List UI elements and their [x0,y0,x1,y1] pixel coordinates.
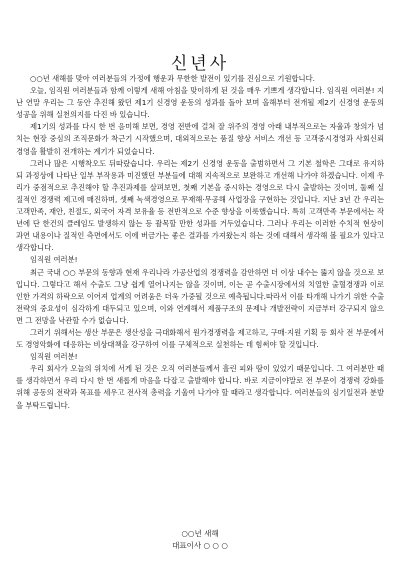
paragraph: 그러기 위해서는 생산 부문은 생산성을 극대화해서 원가경쟁력을 제고하고, 구매·지원 기획 등 회사 전 부문에서도 경영악화에 대응하는 비상대책을 강구하여 이를 구체적으로 실천하는 데 힘써야 할 것입니다. [16,327,384,350]
paragraph: 우리 회사가 오늘의 위치에 서게 된 것은 오직 여러분들께서 흘린 피와 땀이 있었기 때문입니다. 그 여러분만 때를 생각하면서 우리 다시 한 번 새롭게 마음을 다잡고 출발해야 합니다. 바로 지금이야말로 전 부문이 경쟁력 강화를 위해 공동의 전략과 목표를 세우고 전사적 총력을 기울여 나가야 할 때라고 생각합니다. 여러분들의 심기일전과 분발을 부탁드립니다. [16,364,384,410]
paragraph: 최근 국내 ○○ 부문의 동향과 현재 우리나라 가공산업의 경쟁력을 감안하면 더 이상 내수는 뚫지 않을 것으로 보입니다. 그렇다고 해서 수출도 그냥 쉽게 열어나지는 않을 것이며, 이는 곧 수출시장에서의 치열한 출혈경쟁과 이로 인한 가격의 하락으로 이어져 업계의 어려움은 더욱 가중될 것으로 예측됩니다.따라서 이를 타개해 나가기 위한 수출전략의 중요성이 심각하게 대두되고 있으며, 이와 연계해서 제품구조의 문제나 개발전략이 지금부터 강구되지 않으면 그 전망을 낙관할 수가 없습니다. [16,267,384,325]
paragraph: 오늘, 임직원 여러분들과 함께 이렇게 새해 아침을 맞이하게 된 것을 매우 기쁘게 생각합니다. 임직원 여러분! 지난 연말 우리는 그 동안 추진해 왔던 제1기 신경영 운동의 성과를 돌아 보며 올해부터 전개될 제2기 신경영 운동의 성공을 위해 실천의지를 다진 바 있습니다. [16,86,384,120]
page-title: 신년사 [170,54,230,75]
paragraph: 그러나 많은 시행착오도 뒤따랐습니다. 우리는 제2기 신경영 운동을 출범하면서 그 기본 철학은 그대로 유지하되 과정상에 나타난 일부 부작용과 미진했던 부분들에 대해 지속적으로 보완하고 개선해 나가야 하겠습니다. 이제 우리가 중점적으로 추진해야 할 추진과제를 살펴보면, 첫째 기본을 중시하는 경영으로 다시 출발하는 것이며, 둘째 실질적인 경쟁력 제고에 매진하며, 셋째 녹색경영으로 무재해·무공해 사업장을 구현하는 것입니다. 지난 3년 간 우리는 고객만족, 재안, 친절도, 외국어 자격 보유율 등 전반적으로 수준 향상을 이룩했습니다. 특히 고객만족 부문에서는 작년에 단 한건의 클레임도 발생하지 않는 등 괄목할 만한 성과를 거두었습니다. 그러나 우리는 이러한 수치적 현상이 과연 내용이나 질적인 측면에서도 이에 버금가는 좋은 결과를 가져왔는지 하는 것에 대해서 생각해 볼 필요가 있다고 생각합니다. [16,158,384,253]
speech-body [16,73,384,412]
salutation: 임직원 여러분! [30,352,78,362]
signature-signer: 대표이사 ○ ○ ○ [172,541,228,550]
paragraph: ○○년 새해를 맞아 여러분들의 가정에 행운과 무한한 발전이 있기를 진심으로 기원합니다. [30,74,315,83]
signature-date: ○○년 새해 [181,529,219,538]
signature-block [0,528,400,552]
paragraph: 제1기의 성과를 다시 한 번 음미해 보면, 경영 전반에 걸쳐 잘 위주의 경영 아래 내부적으로는 자율과 창의가 넘치는 현장 중심의 조직문화가 착근기 시작했으며, 대외적으로는 품질 향상 서비스 개선 등 고객중시경영과 사회신뢰경영을 활발히 전개하는 계기가 되었습니다. [16,122,384,156]
salutation: 임직원 여러분! [30,255,78,265]
